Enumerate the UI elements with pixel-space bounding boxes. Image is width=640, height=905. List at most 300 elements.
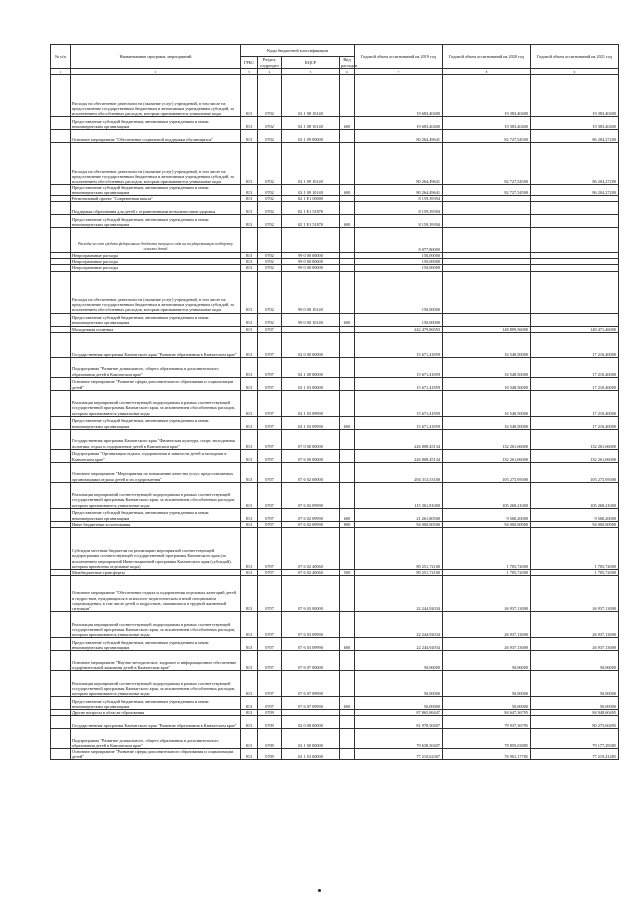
cell-rzpr: 0702 [258,130,282,143]
cell-kvr [340,332,355,357]
cell-grbs: 813 [241,575,258,611]
cell-kcsr: 07 6 03 09990 [282,611,340,637]
column-number: 4 [258,69,282,75]
cell-2019: 89 251,72100 [355,527,443,569]
cell-kvr [340,228,355,253]
cell-num [51,357,71,377]
cell-grbs: 813 [241,482,258,508]
cell-2019: 150,00000 [355,271,443,313]
cell-name: Реализация мероприятий соответствующей подпрограммы в рамках соответствующей государственной программы Камчатского края, за исключением обособленных расходов, которым присваиваются уникальные коды [71,670,241,696]
cell-grbs: 813 [241,377,258,390]
cell-2019: 242 479,86593 [355,326,443,332]
cell-rzpr: 0707 [258,575,282,611]
col-2021-header: Годовой объем ассигнований на 2021 год [531,45,619,69]
cell-name: Предоставление субсидий бюджетным, автономным учреждениям и иным некоммерческим организациям [71,508,241,521]
cell-2019: 50,00000 [355,650,443,670]
cell-2021: 17 210,40000 [531,377,619,390]
cell-2020: 78 859,03885 [443,728,531,748]
cell-name: Реализация мероприятий соответствующей подпрограммы в рамках соответствующей государственной программы Камчатского края, за исключением обособленных расходов, которым присваиваются уникальные коды [71,611,241,637]
cell-num [51,527,71,569]
cell-grbs: 813 [241,75,258,117]
cell-2021 [531,313,619,326]
cell-2019: 77 210,62307 [355,748,443,759]
cell-2021: 17 210,40000 [531,332,619,357]
cell-2021: 105 268,21000 [531,482,619,508]
cell-2020: 82 727,54500 [443,130,531,143]
cell-kcsr: 07 6 02 09990 [282,508,340,521]
cell-2019: 19 683,40400 [355,117,443,130]
cell-rzpr: 0707 [258,482,282,508]
cell-kcsr: 07 6 03 09990 [282,637,340,650]
cell-2020: 19 383,40400 [443,117,531,130]
column-number: 2 [71,69,241,75]
cell-name: Непрограммные расходы [71,253,241,259]
cell-kvr [340,429,355,449]
cell-grbs: 813 [241,748,258,759]
cell-kcsr: 07 6 07 09990 [282,696,340,709]
cell-2019: 81 978,50407 [355,715,443,728]
cell-name: Расходы на обеспечение деятельности (оказание услуг) учреждений, в том числе на предоставление государственным бюджетным и автономным учреждениям субсидий, за исключением обособленных расходов, которым присваиваются уникальные коды [71,143,241,185]
cell-kcsr: 99 0 00 10140 [282,271,340,313]
cell-grbs: 813 [241,569,258,575]
cell-rzpr: 0702 [258,215,282,228]
table-row [51,357,619,377]
cell-kcsr: 02 1 E1 51870 [282,215,340,228]
cell-rzpr: 0707 [258,332,282,357]
cell-2020: 76 901,17785 [443,748,531,759]
cell-kvr: 600 [340,508,355,521]
cell-kvr [340,130,355,143]
cell-2019: 87 865,86447 [355,709,443,715]
cell-2020: 26 937,13000 [443,575,531,611]
column-number: 6 [340,69,355,75]
cell-num [51,185,71,196]
table-row [51,228,619,253]
cell-name: Государственная программа Камчатского края "Физическая культура, спорт, молодежная политика, отдых и оздоровление детей в Камчатском крае" [71,429,241,449]
cell-2019: 15 671,41859 [355,332,443,357]
cell-num [51,637,71,650]
cell-2021: 19 383,40400 [531,117,619,130]
cell-2021: 132 261,06000 [531,429,619,449]
cell-kcsr: 99 0 00 10140 [282,313,340,326]
cell-kvr [340,650,355,670]
cell-name: Предоставление субсидий бюджетным, автономным учреждениям и иным некоммерческим организациям [71,637,241,650]
cell-kcsr: 99 0 00 00000 [282,265,340,271]
cell-name: Иные бюджетные ассигнования [71,521,241,527]
cell-name: Предоставление субсидий бюджетным, автономным учреждениям и иным некоммерческим организациям [71,313,241,326]
cell-num [51,696,71,709]
cell-num [51,332,71,357]
cell-2021: 149 471,46000 [531,326,619,332]
table-row [51,130,619,143]
cell-kvr [340,715,355,728]
cell-2020: 105 268,21000 [443,482,531,508]
cell-grbs: 813 [241,202,258,215]
cell-kvr [340,728,355,748]
page-mark-dot [318,889,321,892]
table-row [51,332,619,357]
cell-rzpr: 0702 [258,259,282,265]
cell-2021 [531,202,619,215]
cell-name: Основное мероприятие "Развитие сферы дополнительного образования и социализации детей" [71,748,241,759]
cell-kvr: 600 [340,637,355,650]
cell-rzpr: 0709 [258,715,282,728]
cell-rzpr: 0707 [258,670,282,696]
cell-kvr [340,670,355,696]
cell-grbs: 813 [241,416,258,429]
table-row [51,143,619,185]
cell-rzpr: 0707 [258,462,282,482]
cell-kvr [340,271,355,313]
cell-2019: 15 671,41859 [355,390,443,416]
cell-2021: 1 705,72000 [531,569,619,575]
cell-2019: 50,00000 [355,696,443,709]
cell-kvr [340,143,355,185]
cell-2019: 50,00000 [355,670,443,696]
cell-2019: 22 244,92034 [355,611,443,637]
cell-rzpr: 0702 [258,117,282,130]
cell-2019: 22 244,92034 [355,637,443,650]
cell-num [51,482,71,508]
cell-kcsr: 02 1 00 00000 [282,728,340,748]
cell-2020: 50,00000 [443,670,531,696]
cell-grbs: 813 [241,253,258,259]
col-rzpr-header: Раздел, подраздел [258,57,282,69]
cell-name: Основное мероприятие "Обеспечение социальной поддержки обучающихся" [71,130,241,143]
cell-num [51,75,71,117]
cell-kvr [340,390,355,416]
cell-kvr [340,611,355,637]
cell-num [51,271,71,313]
cell-grbs: 813 [241,521,258,527]
cell-2021: 94 000,00000 [531,521,619,527]
cell-2020: 16 548,50000 [443,416,531,429]
cell-2021 [531,215,619,228]
cell-2021: 17 210,40000 [531,390,619,416]
table-row [51,508,619,521]
table-row [51,117,619,130]
cell-name: Расходы на обеспечение деятельности (оказание услуг) учреждений, в том числе на предоставление государственным бюджетным и автономным учреждениям субсидий, за исключением обособленных расходов, которым присваиваются уникальные коды [71,271,241,313]
cell-grbs: 813 [241,527,258,569]
cell-rzpr: 0702 [258,185,282,196]
column-number: 8 [443,69,531,75]
cell-2019: 80 264,49641 [355,130,443,143]
cell-name: Предоставление субсидий бюджетным, автономным учреждениям и иным некоммерческим организациям [71,117,241,130]
cell-kcsr: 07 6 07 09990 [282,670,340,696]
cell-num [51,728,71,748]
cell-2021: 26 937,13000 [531,575,619,611]
cell-num [51,143,71,185]
cell-2020: 16 548,50000 [443,390,531,416]
cell-2019: 80 264,49641 [355,143,443,185]
cell-name: Предоставление субсидий бюджетным, автономным учреждениям и иным некоммерческим организациям [71,416,241,429]
cell-rzpr: 0707 [258,521,282,527]
col-2019-header: Годовой объем ассигнований на 2019 год [355,45,443,69]
cell-kcsr: 07 6 00 00000 [282,449,340,462]
cell-grbs: 813 [241,429,258,449]
cell-grbs: 813 [241,215,258,228]
table-row [51,313,619,326]
table-row [51,202,619,215]
cell-rzpr: 0709 [258,748,282,759]
cell-num [51,130,71,143]
cell-rzpr: 0709 [258,709,282,715]
cell-2021: 86 204,27200 [531,185,619,196]
cell-kvr: 600 [340,185,355,196]
cell-2021: 77 219,41485 [531,748,619,759]
cell-2020 [443,215,531,228]
cell-name: Подпрограмма "Развитие дошкольного, общего образования и дополнительного образования детей в Камчатском крае" [71,357,241,377]
cell-rzpr: 0707 [258,416,282,429]
cell-kcsr: 02 0 00 00000 [282,332,340,357]
col-grbs-header: ГРБС [241,57,258,69]
cell-2020 [443,202,531,215]
cell-2020 [443,271,531,313]
cell-num [51,715,71,728]
cell-kcsr: 07 0 00 00000 [282,429,340,449]
cell-kcsr: 02 1 09 00000 [282,130,340,143]
cell-rzpr: 0702 [258,313,282,326]
table-row [51,482,619,508]
cell-num [51,462,71,482]
cell-2019: 8 159,39394 [355,202,443,215]
cell-num [51,575,71,611]
cell-grbs: 813 [241,332,258,357]
cell-2020: 9 568,20000 [443,508,531,521]
cell-2021: 26 937,13000 [531,637,619,650]
col-num-header: № п/п [51,45,71,69]
cell-grbs [241,228,258,253]
cell-2019: 150,00000 [355,313,443,326]
cell-2019: 150,00000 [355,265,443,271]
cell-2019: 15 671,41859 [355,377,443,390]
table-row [51,449,619,462]
cell-2020 [443,313,531,326]
cell-rzpr: 0707 [258,569,282,575]
table-row [51,748,619,759]
cell-2021: 105 273,95000 [531,462,619,482]
cell-2020: 148 809,56000 [443,326,531,332]
cell-name: Основное мероприятие "Научно-методическое, кадровое и информационное обеспечение оздоровительной кампании детей в Камчатском крае" [71,650,241,670]
cell-kcsr: 02 1 09 10140 [282,143,340,185]
cell-rzpr: 0702 [258,271,282,313]
cell-2020: 16 548,50000 [443,357,531,377]
cell-rzpr: 0702 [258,75,282,117]
cell-grbs: 813 [241,357,258,377]
cell-2019: 15 671,41859 [355,357,443,377]
cell-grbs: 813 [241,611,258,637]
cell-2020: 19 383,40400 [443,75,531,117]
cell-2020: 16 548,50000 [443,332,531,357]
cell-grbs: 813 [241,130,258,143]
cell-kcsr: 02 1 03 09990 [282,416,340,429]
table-row [51,215,619,228]
cell-2019: 94 000,00500 [355,521,443,527]
cell-grbs: 813 [241,326,258,332]
cell-rzpr [258,228,282,253]
cell-grbs: 813 [241,696,258,709]
cell-rzpr: 0702 [258,265,282,271]
cell-2021: 84 948,60495 [531,709,619,715]
cell-name: Региональный проект "Современная школа" [71,196,241,202]
cell-rzpr: 0707 [258,377,282,390]
cell-kcsr: 02 1 E1 00000 [282,196,340,202]
cell-grbs: 813 [241,637,258,650]
cell-kvr: 600 [340,313,355,326]
cell-2021 [531,271,619,313]
cell-2020: 26 937,13000 [443,637,531,650]
cell-2020: 26 937,13000 [443,611,531,637]
cell-2020 [443,228,531,253]
cell-name: Межбюджетные трансферты [71,569,241,575]
table-row [51,575,619,611]
cell-2021 [531,228,619,253]
cell-name: Непрограммные расходы [71,265,241,271]
budget-table-sheet [50,44,618,760]
column-number: 5 [282,69,340,75]
cell-2020: 105 273,95000 [443,462,531,482]
column-number: 1 [51,69,71,75]
cell-2020: 50,00000 [443,696,531,709]
cell-kcsr: 99 0 00 00000 [282,253,340,259]
cell-num [51,449,71,462]
cell-kcsr: 02 1 03 09990 [282,390,340,416]
cell-grbs: 813 [241,715,258,728]
cell-2019: 150,00000 [355,259,443,265]
cell-name: Государственная программа Камчатского края "Развитие образования в Камчатском крае" [71,332,241,357]
cell-kvr [340,75,355,117]
cell-kvr [340,462,355,482]
cell-num [51,650,71,670]
cell-rzpr: 0707 [258,429,282,449]
cell-name: Поддержка образования для детей с ограниченными возможностями здоровья [71,202,241,215]
cell-kvr [340,527,355,569]
cell-kcsr: 07 6 02 09990 [282,521,340,527]
cell-2020: 82 727,54500 [443,143,531,185]
cell-2021: 17 210,40000 [531,416,619,429]
cell-kvr [340,449,355,462]
cell-2020: 82 727,54500 [443,185,531,196]
cell-num [51,748,71,759]
cell-2019: 8 159,39394 [355,196,443,202]
cell-2021: 17 210,40000 [531,357,619,377]
cell-name: Предоставление субсидий бюджетным, автономным учреждениям и иным некоммерческим организациям [71,215,241,228]
cell-kvr: 600 [340,215,355,228]
table-row [51,185,619,196]
cell-grbs: 813 [241,313,258,326]
cell-kcsr: 07 6 03 00000 [282,575,340,611]
cell-kcsr: 07 6 02 00000 [282,462,340,482]
cell-grbs: 813 [241,709,258,715]
cell-kcsr: 02 1 03 00000 [282,748,340,759]
cell-grbs: 813 [241,728,258,748]
cell-num [51,215,71,228]
cell-2020: 16 548,50000 [443,377,531,390]
cell-2021: 50,00000 [531,650,619,670]
cell-name: Реализация мероприятий соответствующей подпрограммы в рамках соответствующей государственной программы Камчатского края, за исключением обособленных расходов, которым присваиваются уникальные коды [71,482,241,508]
cell-kvr [340,575,355,611]
cell-kvr: 500 [340,569,355,575]
cell-2019: 204 313,53100 [355,462,443,482]
cell-kvr [340,482,355,508]
cell-2021: 1 705,72000 [531,527,619,569]
cell-num [51,117,71,130]
cell-2021: 80 275,60495 [531,715,619,728]
cell-kvr: 600 [340,117,355,130]
cell-num [51,390,71,416]
cell-rzpr: 0707 [258,611,282,637]
table-header [51,45,619,75]
cell-kvr [340,357,355,377]
cell-2019: 226 808,45134 [355,449,443,462]
cell-name: Непрограммные расходы [71,259,241,265]
cell-rzpr: 0702 [258,143,282,185]
cell-kcsr [282,228,340,253]
cell-rzpr: 0707 [258,508,282,521]
cell-name: Расходы за счет средств федерального бюджета текущего года на государственную поддержку сельских детей [71,228,241,253]
cell-2019: 19 683,40400 [355,75,443,117]
cell-name: Подпрограмма "Развитие дошкольного, общего образования и дополнительного образования детей в Камчатском крае" [71,728,241,748]
table-row [51,429,619,449]
cell-grbs: 813 [241,670,258,696]
cell-rzpr: 0707 [258,357,282,377]
cell-kcsr: 02 1 E1 51870 [282,202,340,215]
cell-2021: 26 937,13000 [531,611,619,637]
table-body [51,75,619,760]
cell-kcsr: 07 6 02 09990 [282,482,340,508]
cell-kcsr: 02 1 08 10140 [282,75,340,117]
cell-grbs: 813 [241,196,258,202]
cell-2021: 50,00000 [531,696,619,709]
col-kvr-header: Вид расходов [341,57,358,68]
cell-grbs: 813 [241,508,258,521]
cell-grbs: 813 [241,265,258,271]
cell-num [51,416,71,429]
cell-2021: 50,00000 [531,670,619,696]
table-row [51,75,619,117]
cell-kvr [340,202,355,215]
cell-grbs: 813 [241,117,258,130]
table-row [51,527,619,569]
cell-2019: 21 261,80500 [355,508,443,521]
col-2020-header: Годовой объем ассигнований на 2020 год [443,45,531,69]
cell-2021: 86 204,27200 [531,143,619,185]
cell-rzpr: 0702 [258,196,282,202]
table-row [51,696,619,709]
cell-2019: 79 638,50407 [355,728,443,748]
cell-num [51,670,71,696]
cell-grbs: 813 [241,650,258,670]
cell-kcsr: 02 1 08 10140 [282,117,340,130]
cell-2020: 1 705,72000 [443,569,531,575]
cell-rzpr: 0709 [258,728,282,748]
table-row [51,390,619,416]
cell-2019: 150,00000 [355,253,443,259]
cell-2019: 8 077,80000 [355,228,443,253]
table-row [51,271,619,313]
cell-kcsr: 02 1 00 00000 [282,357,340,377]
cell-2021: 19 383,40400 [531,75,619,117]
cell-2019: 15 671,41859 [355,416,443,429]
cell-name: Предоставление субсидий бюджетным, автономным учреждениям и иным некоммерческим организациям [71,696,241,709]
cell-name: Расходы на обеспечение деятельности (оказание услуг) учреждений, в том числе на предоставление государственным бюджетным и автономным учреждениям субсидий, за исключением обособленных расходов, которым присваиваются уникальные коды [71,75,241,117]
cell-rzpr: 0707 [258,650,282,670]
cell-rzpr: 0702 [258,253,282,259]
table-row [51,416,619,429]
cell-grbs: 813 [241,449,258,462]
cell-grbs: 813 [241,259,258,265]
cell-rzpr: 0707 [258,696,282,709]
